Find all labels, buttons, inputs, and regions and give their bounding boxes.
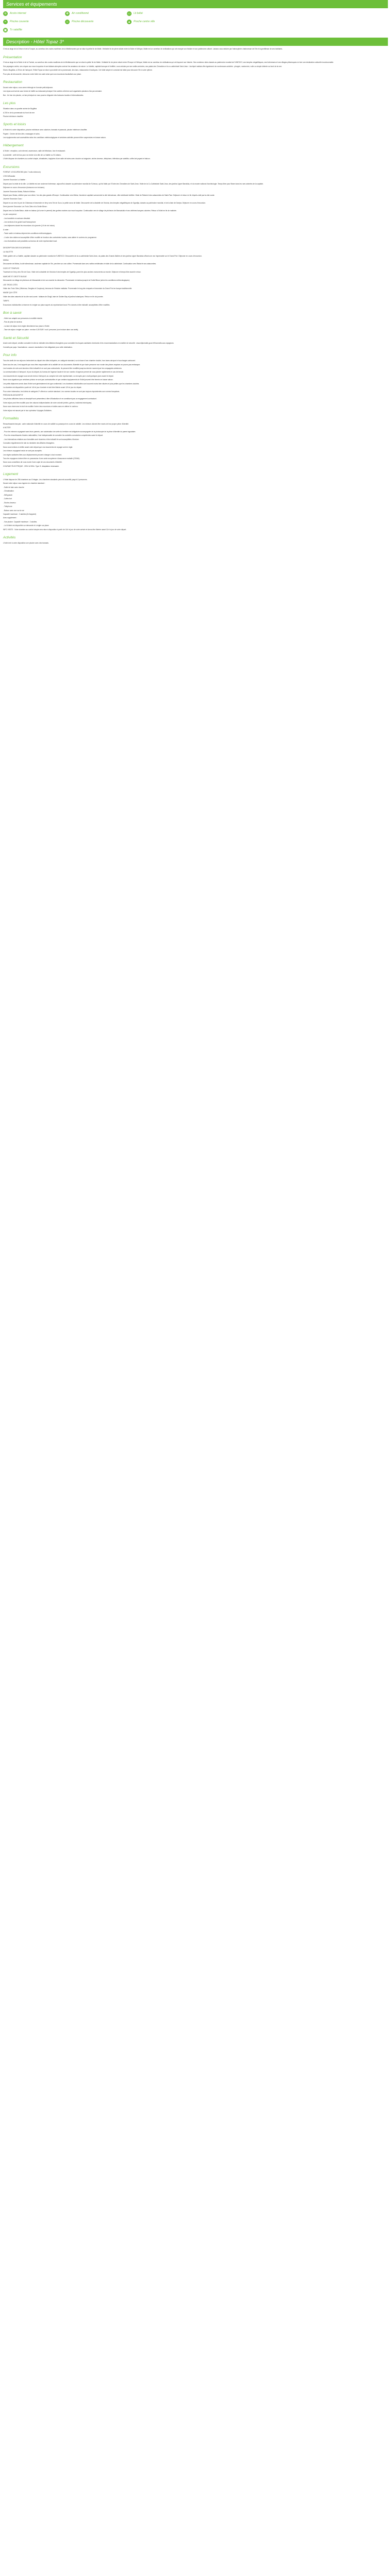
- service-item: [3, 20, 65, 24]
- services-list: [3, 11, 388, 32]
- service-label: Piscine couverte: [10, 20, 29, 24]
- excursion-detail-name: MARCHÉ ET GROTTE BLEUE: [3, 275, 27, 278]
- excursion-detail-text: Découverte de Mdina, la cité silencieuse, ancienne capitale de l'île, perchée sur une colline. Promenade dans ses ruelles médiévales et visite de la cathédrale. Continuation vers Rabat et ses catacombes.: [3, 263, 156, 265]
- excursion-entry: Départ en car vers le port de Cirkewwa et traversée en ferry vers l'île de Gozo, la petite sœur de Malte. Découverte de la citadelle de Victoria, des temples mégalithiques de Ggantija, classés au patrimoine mondial, et de la baie de Dwejra. Déjeuner en cours d'excursion.: [3, 201, 206, 204]
- logement-paragraph: - Téléphone: [3, 505, 12, 508]
- pour-info-paragraph: Les horaires de vols sont donnés à titre indicatif et ne sont pas contractuels. Ils peuvent être modifiés jusqu'au dernier moment par les compagnies aériennes.: [3, 367, 122, 369]
- plus-title: Les plus: [3, 101, 16, 106]
- pool-outdoor-icon: ☼: [66, 20, 69, 24]
- condition-item: - Les déjeuners durant les excursions à la journée (1/4 de vin inclus): [3, 225, 55, 227]
- pool-icon: ≈: [3, 20, 8, 24]
- sports-body: [3, 129, 388, 139]
- presentation-paragraph: Situé à Bugibba, à 25 km de l'aéroport, l'Hôtel Topaz se situe à proximité de la promenade, des bars, restaurants et boutiques. Cet hôtel simple et convivial est idéal pour découvrir l'île à votre rythme.: [3, 69, 153, 72]
- hebergement-body: [3, 150, 388, 160]
- formalites-paragraph: COURANT ÉLECTRIQUE : 230V et 50Hz. Type G. Adaptateur nécessaire.: [3, 465, 59, 467]
- excursion-detail-name: GOZO ET TEMPLES: [3, 267, 20, 269]
- excursion-entry: Demi-journée Excursion Les Trois Cités et la Grotte Bleue :: [3, 206, 48, 208]
- pour-info-paragraph: Nous vous signalons que certaines photos ne sont pas contractuelles et que certains équipements de l'hôtel peuvent être fermés en basse saison.: [3, 379, 113, 381]
- excursions-detail: [3, 251, 388, 306]
- logement-paragraph: - Salle de bain avec douche: [3, 486, 24, 488]
- hebergement-paragraph: L'hôtel dispose de chambres au confort simple, climatisées, équipées d'une salle de bains avec douche ou baignoire, sèche-cheveux, téléphone, télévision par satellite, coffre-fort payant et balcon.: [3, 158, 151, 160]
- excursions-conditions-title: Le prix comprend :: [3, 213, 18, 216]
- city-icon: ▲: [127, 20, 131, 24]
- sante-title: Santé et Sécurité: [3, 336, 29, 340]
- excursions-intro: FORFAIT 4 EXCURSIONS (dès 7 nuits minimum): [3, 171, 41, 174]
- note-item: - Toute sortie en bateau dépend des conditions météorologiques.: [3, 232, 52, 235]
- formalites-paragraph: - Pour les ressortissants d'autres nationalités, il est indispensable de consulter les autorités consulaires compétentes avant le départ.: [3, 434, 103, 437]
- bon-savoir-item: - La taxe de séjour est à régler directement sur place à l'hôtel.: [3, 325, 50, 327]
- service-label: Tv satellite: [10, 28, 22, 32]
- hebergement-paragraph: A proximité : arrêt de bus pour se rendre à la ville de La Valette ou St Julians.: [3, 154, 61, 156]
- presentation-paragraph: C'est au large de la Sicile et de la Tunisie, au carrefour des routes maritimes de la Méditerranée que se situe la petite île de Malte. Véritable île de pierre située entre l'Europe et l'Afrique, Malte est un carrefour de civilisations qui ont façonné son histoire. Ses nombreux sites classés au patrimoine mondial de l'UNESCO, ses temples mégalithiques, ses forteresses et ses villages pittoresques en font une destination culturelle incontournable.: [3, 61, 334, 64]
- formalites-paragraph: - Pour les mineurs voyageant sans leurs parents, une autorisation de sortie du territoire est obligatoire accompagnée de la photocopie de la pièce d'identité du parent signataire.: [3, 430, 136, 433]
- service-item: [3, 11, 65, 16]
- services-row: [3, 20, 388, 24]
- excursion-entry: Départ vers la Grotte Bleue, visite en bateau (si la mer le permet) des grottes marines aux eaux turquoise. Continuation vers le village de pêcheurs de Marsaxlokk et ses célèbres barques colorées. Retour à l'hôtel en fin de matinée.: [3, 209, 177, 212]
- logement-paragraph: Durant votre séjour vous logerez en chambre standard :: [3, 482, 45, 485]
- logement-paragraph: - Sèche-cheveux: [3, 501, 16, 504]
- activites-paragraph: L'hôtel met à votre disposition une piscine avec des transats.: [3, 541, 49, 544]
- logement-title: Logement: [3, 472, 18, 477]
- presentation-title: Présentation: [3, 55, 22, 59]
- excursion-detail-name: LA VALETTE: [3, 251, 13, 253]
- precision-title: PRÉCISION DESCRIPTIF: [3, 394, 23, 397]
- excursion-detail-text: Visite guidée de La Valette, capitale classée au patrimoine mondial de l'UNESCO. Découverte de la co-cathédrale Saint-Jean, du palais des Grands Maîtres et des jardins Upper Barrakka offrant une vue imprenable sur le Grand Port. Déjeuner en cours d'excursion.: [3, 255, 202, 257]
- excursion-detail-text: Traversée en ferry vers l'île de Gozo. Visite de la citadelle de Victoria et des temples de Ggantija, parmi les plus anciens monuments au monde. Déjeuner et temps libre avant le retour.: [3, 271, 141, 274]
- service-label: Air conditionné: [72, 12, 89, 15]
- activites-title: Activités: [3, 536, 16, 540]
- formalites-paragraph: Les règles sanitaires liées aux déplacements peuvent changer à tout moment.: [3, 453, 62, 456]
- formalites-paragraph: Nous vous invitons à vérifier avant votre départ que vos documents de voyage sont en règle.: [3, 446, 73, 448]
- activites-body: [3, 542, 388, 544]
- services-row: [3, 11, 388, 16]
- pour-info-paragraph: Dans tous les cas, il est rappelé que vous êtes responsable de la validité de vos documents d'identité et que toute personne non munie des pièces requises ne pourra pas embarquer.: [3, 363, 141, 366]
- plus-item: A 200 m de la promenade du front de mer: [3, 111, 35, 114]
- sports-title: Sports et loisirs: [3, 123, 26, 127]
- service-label: Piscine découverte: [72, 20, 94, 24]
- excursion-entry: Journée Excursion Gozo :: [3, 198, 23, 200]
- service-label: Accès internet: [10, 12, 26, 15]
- excursions-price: 178 EUR/adulte: [3, 175, 15, 177]
- precision-paragraph: Les photos affichées dans ce descriptif sont présentées à titre d'illustration et ne constituent pas un engagement contractuel.: [3, 398, 97, 400]
- excursions-notes-title: A noter :: [3, 228, 10, 231]
- cot-icon: ▭: [127, 12, 131, 15]
- excursions-title: Excursions: [3, 165, 20, 169]
- pour-info-paragraph: La chambre est disponible à partir de 14h le jour d'arrivée et doit être libérée avant 12h le jour du départ.: [3, 386, 82, 389]
- logement-paragraph: - Le lit bébé est disponible sur demande et à régler sur place.: [3, 524, 50, 527]
- excursion-entry: Déjeuner en cours d'excursion (boissons non incluses).: [3, 187, 45, 189]
- presentation-paragraph: Pour plus de découverte, retrouvez notre hôtel à la carte ainsi que nos excursions facultatives sur place.: [3, 73, 82, 75]
- excursion-detail-text: Visite des Trois Cités (Vittoriosa, Senglea et Cospicua), berceau de l'histoire maltaise. Promenade le long des remparts et traversée du Grand Port en barque traditionnelle.: [3, 287, 133, 290]
- condition-item: - Les services d'un guide local francophone: [3, 221, 36, 223]
- intro-paragraph: C'est au large de la Grèce et de la Turquie, au carrefour des routes maritimes de la Méditerranée que se situe la petite île de Malte. Véritable île de pierre située entre la Sicile et l'Afrique, Malte est un carrefour de civilisations qui ont marqué son histoire et son patrimoine culturel. Laissez-vous séduire par l'atmosphère chaleureuse de l'île et la gentillesse de ses habitants.: [3, 48, 283, 50]
- sante-body: [3, 342, 388, 348]
- sports-paragraph: A l'hôtel et à votre disposition, piscine extérieure avec solarium, transats et parasols, piscine intérieure chauffée.: [3, 129, 88, 131]
- intro: [3, 48, 388, 50]
- excursion-entry: Journée Excursion La Valette :: [3, 179, 26, 181]
- excursion-entry: Journée Excursion Mosta, Rabat et Mdina :: [3, 190, 36, 193]
- pour-info-paragraph: Pour votre information, les hôtels de catégorie 3* offrent un confort standard. Les normes locales ne sont pas toujours équivalentes aux normes françaises.: [3, 390, 120, 393]
- excursions-notes: [3, 232, 388, 242]
- hebergement-paragraph: A l'hôtel : réception, coin internet, ascenseurs, salle de télévision, bar et restaurant.: [3, 150, 66, 152]
- service-label: Lit bébé: [134, 12, 143, 15]
- logement-paragraph: - Vue piscine. Capacité maximum : 2 adultes.: [3, 520, 38, 523]
- pour-info-paragraph: Les documents de voyage vous seront remis à l'aéroport, au comptoir de notre représentant, ou envoyés par e-mail quelques jours avant le départ.: [3, 375, 114, 377]
- page: [0, 0, 391, 556]
- bon-savoir-item: - Taxe de séjour à régler sur place : environ 0,50 EUR / nuit / personne (non incluse dans nos tarifs).: [3, 329, 79, 331]
- condition-item: - Les transferts en autocar climatisé: [3, 217, 30, 219]
- excursions-conditions: [3, 217, 388, 227]
- hebergement-title: Hébergement: [3, 144, 24, 148]
- tv-icon: ▣: [4, 28, 7, 32]
- note-item: - Les réservations sont possibles au bureau de notre représentant local.: [3, 240, 57, 243]
- description-header: Description - Hôtel Topaz 3*: [3, 38, 388, 46]
- formalites-paragraph: Nous vous conseillons de vous munir d'une copie de vos documents d'identité.: [3, 461, 62, 464]
- formalites-paragraph: Ressortissants français : carte nationale d'identité en cours de validité ou passeport en cours de validité. Les mineurs doivent être munis de leur propre pièce d'identité.: [3, 423, 129, 425]
- excursion-detail-name: MDINA: [3, 259, 9, 261]
- sports-paragraph: Payant : Centre de bien-être, massages et soins.: [3, 132, 40, 135]
- restauration-body: [3, 87, 388, 96]
- formalites-paragraph: - Les informations relatives aux formalités sont données à titre indicatif et sont susceptibles d'évoluer.: [3, 438, 79, 440]
- formalites-paragraph: Consultez régulièrement le site du ministère des Affaires étrangères.: [3, 442, 55, 445]
- plus-item: Situation dans un quartier animé de Bugibba: [3, 108, 37, 110]
- precision-paragraph: Votre séjour peut être modifié pour des raisons indépendantes de notre volonté (météo, grèves, incidents techniques).: [3, 401, 92, 404]
- sante-paragraph: Conseils par pays. Vaccinations : aucune vaccination n'est obligatoire pour cette destination.: [3, 346, 73, 348]
- plus-item: Piscine intérieure chauffée: [3, 115, 23, 117]
- logement-paragraph: L'Hôtel dispose de 256 chambres sur 8 étages. Les chambres standards peuvent accueillir jusqu'à 3 personnes.: [3, 479, 88, 481]
- formalites-paragraph: Tous les voyageurs doivent être en possession d'une carte européenne d'assurance maladie (CEAM).: [3, 457, 80, 460]
- logement-paragraph: - Coffre-fort: [3, 498, 12, 500]
- presentation-body: [3, 61, 388, 75]
- service-item: [3, 28, 65, 32]
- wifi-icon: ≋: [4, 12, 7, 15]
- service-item: [127, 20, 189, 24]
- precision-body: [3, 398, 388, 408]
- formalites-paragraph: Les mineurs voyageant seuls ne sont pas acceptés.: [3, 450, 42, 452]
- excursion-detail-name: LES TROIS CITÉS: [3, 283, 18, 286]
- excursions-body: [3, 179, 388, 212]
- logement-paragraph: INFO VISITE : Votre chambre au confort simple sera mise à disposition à partir de 14h le jour de votre arrivée et devra être libérée avant 11h le jour de votre départ.: [3, 528, 127, 531]
- bon-savoir-body: [3, 317, 388, 331]
- logement-paragraph: Capacité maximum : 3 adultes (lit d'appoint): [3, 513, 37, 515]
- formalites-paragraph: A NOTER: [3, 427, 11, 429]
- services-header: Services et équipements: [3, 0, 388, 8]
- excursion-entry: Départ pour Mosta, célèbre pour son dôme, l'un des plus grands d'Europe. Continuation vers Mdina, l'ancienne capitale surnommée la cité silencieuse, ville médiévale fortifiée. Visite de Rabat et des catacombes de Saint-Paul. Déjeuner et retour en fin d'après-midi par la côte ouest.: [3, 194, 215, 196]
- pour-info-title: Pour info: [3, 353, 17, 358]
- excursion-detail-text: Découverte du village de pêcheurs de Marsaxlokk et de son marché du dimanche. Promenade en bateau jusqu'à la Grotte Bleue (selon les conditions météorologiques).: [3, 279, 130, 282]
- bon-savoir-item: - Hôtel non adapté aux personnes à mobilité réduite.: [3, 317, 43, 319]
- logement-paragraph: - Climatisation: [3, 490, 14, 493]
- bon-savoir-item: - Pas de prise de secteur.: [3, 321, 23, 324]
- pour-info-paragraph: La communication à l'aéroport, le jour du départ, du bureau de l'agence locale et de son numéro d'urgence permet de vous joindre rapidement en cas de besoin.: [3, 371, 124, 374]
- service-item: [127, 11, 189, 16]
- excursion-detail-name: TARIFS: [3, 300, 9, 302]
- note-item: - L'ordre des visites est susceptible d'être modifié en fonction des contraintes locales, sans altérer le contenu du programme.: [3, 236, 97, 239]
- service-item: [65, 11, 127, 16]
- presentation-paragraph: Ses paysages variés, ses criques aux eaux turquoise et ses falaises abruptes raviront les amateurs de nature. La Valette, capitale baroque et fortifiée, vous séduira par ses ruelles animées, ses palais des Chevaliers et la co-cathédrale Saint-Jean. L'archipel maltais offre également de nombreuses activités : plongée, randonnée, voile ou simple détente au bord de la mer.: [3, 65, 282, 67]
- excursion-detail-name: MAGIE QUI CÔTE: [3, 292, 18, 294]
- excursion-detail-text: Visite des sites naturels de la côte nord-ouest : falaises de Dingli, baie de Golden Bay et jardins botaniques. Retour en fin de journée.: [3, 295, 104, 298]
- services-row: [3, 28, 388, 32]
- logement-body: [3, 479, 388, 531]
- sports-paragraph: Les équipements sont accessibles selon les conditions météorologiques et certaines activités peuvent être suspendues en basse saison.: [3, 137, 106, 139]
- pour-info-paragraph: Les petits déjeuners servis dans l'hôtel sont généralement de type continental. Les chambres individuelles sont souvent moins bien situées et plus petites que les chambres doubles.: [3, 382, 140, 385]
- logement-paragraph: - Wifi gratuit: [3, 494, 12, 496]
- plus-body: [3, 108, 388, 117]
- restauration-paragraph: Durant votre séjour, vous serez hébergé en formule petit-déjeuner.: [3, 87, 53, 89]
- service-item: [65, 20, 127, 24]
- logement-paragraph: - Balcon avec vue sur la rue: [3, 509, 24, 512]
- precision-paragraph: Nous nous réservons le droit de modifier l'ordre des excursions et visites sans en altérer le contenu.: [3, 405, 78, 408]
- restauration-title: Restauration: [3, 80, 22, 84]
- excursion-detail-text: Excursions individuelles à réserver et à régler sur place auprès du représentant local. Prix donnés à titre indicatif, susceptibles d'être modifiés.: [3, 303, 110, 306]
- snowflake-icon: ✻: [66, 12, 69, 15]
- pour-info-paragraph: Tous les tarifs de nos séjours s'entendent au départ des villes indiquées, en catégorie standard, sur la base d'une chambre double, hors taxes aéroport et surcharges carburant.: [3, 360, 136, 362]
- pour-info-body: [3, 360, 388, 393]
- sante-paragraph: Avant votre départ, veuillez consulter le site du ministère des Affaires étrangères pour connaître les risques sanitaires éventuels et les recommandations en matière de sécurité : www.diplomatie.gouv.fr/fr/conseils-aux-voyageurs.: [3, 342, 174, 345]
- excursion-entry: Départ pour la visite de la ville. La Valette est une ancienne forteresse, aujourd'hui classée au patrimoine mondial de l'Unesco, qui fut bâtie par l'Ordre des Chevaliers de Saint-Jean. Visite de la Co-Cathédrale Saint-Jean, des jardins Upper Barrakka, et du musée national d'archéologie. Temps libre pour flâner dans les rues animées de la capitale.: [3, 182, 264, 185]
- formalites-body: [3, 423, 388, 467]
- bon-savoir-title: Bon à savoir: [3, 311, 22, 315]
- formalites-title: Formalités: [3, 417, 19, 421]
- restauration-paragraph: Les repas sont servis sous forme de buffet au restaurant principal. Des soirées à thème sont organisées plusieurs fois par semaine.: [3, 90, 102, 93]
- service-label: Proche centre ville: [134, 20, 155, 24]
- pour-info-closing: Votre séjour est assuré par le tour opérateur Voyages-Solidaires.: [3, 409, 52, 412]
- restauration-paragraph: Bar : Un bar à la piscine, un bar principal où vous pourrez déguster des boissons locales et internationales.: [3, 94, 84, 96]
- excursions-detail-title: DESCRIPTION DES EXCURSIONS: [3, 246, 30, 249]
- logement-paragraph: Avec supplément :: [3, 517, 18, 519]
